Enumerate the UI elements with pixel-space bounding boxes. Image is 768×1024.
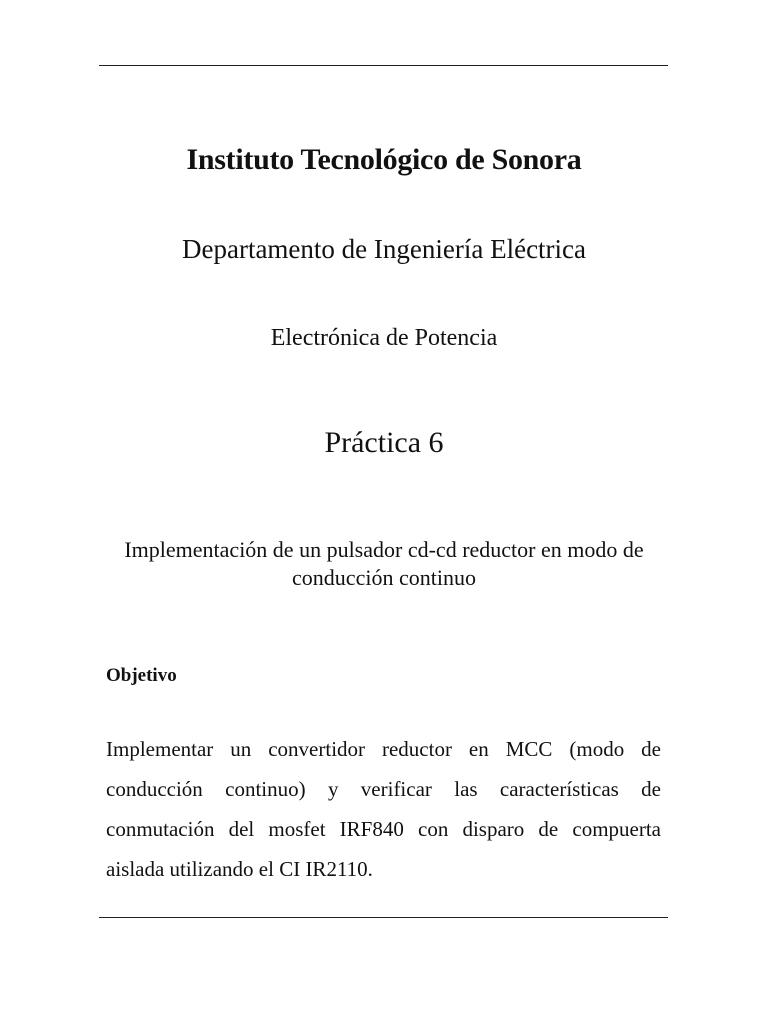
- practice-title: Implementación de un pulsador cd-cd reductor en modo de conducción continuo: [124, 537, 644, 590]
- top-divider: [99, 65, 668, 66]
- objective-heading: Objetivo: [106, 665, 177, 686]
- practice-number: Práctica 6: [324, 426, 444, 459]
- course-title: Electrónica de Potencia: [270, 325, 498, 351]
- objective-text: Implementar un convertidor reductor en MCC (modo de conducción continuo) y verificar las características de conmutación del mosfet IRF840 con disparo de compuerta aislada utilizando el CI IR2110.: [106, 737, 661, 881]
- department-title: Departamento de Ingeniería Eléctrica: [181, 234, 587, 264]
- bottom-divider: [99, 917, 668, 918]
- institution-title: Instituto Tecnológico de Sonora: [186, 143, 582, 176]
